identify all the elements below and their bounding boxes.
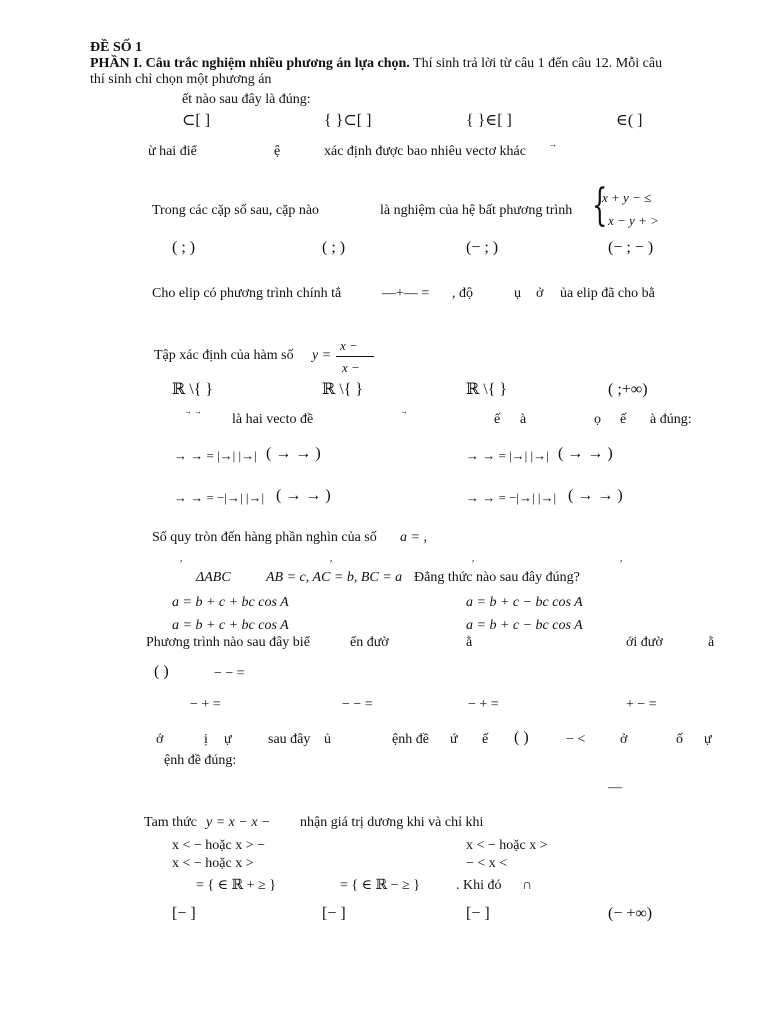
q2-fragment-2: ệ [274,144,281,159]
q9-fragment-4: ới đườ [626,635,663,650]
q4-fragment-5: ở [536,286,544,301]
q6-option-a: → → = |→| |→| [174,448,257,463]
q4-fragment-1: Cho elip có phương trình chính tắ [152,286,342,301]
q6-option-d-angle: ( → → ) [568,487,623,504]
q6-option-b: → → = |→| |→| [466,448,549,463]
q12-set-2: = { ∈ ℝ − ≥ } [340,878,420,893]
q8-option-a: a = b + c + bc cos A [172,595,289,610]
q5-stem: Tập xác định của hàm số [154,348,294,363]
q12-set-1: = { ∈ ℝ + ≥ } [196,878,276,893]
q5-option-d: ( ;+∞) [608,381,648,398]
q6-fragment-2: ế [494,412,501,427]
q10-fragment-6: ệnh đề [392,732,429,747]
q6-arrow-2: → [400,407,408,416]
exam-title: ĐỀ SỐ 1 [90,40,143,55]
q9-circle: ( ) [154,663,169,680]
q11-option-a: x < − hoặc x > − [172,838,266,853]
q1-option-d: ∈( ] [616,112,643,129]
q7-mark-1: ′ [180,558,183,570]
q6-fragment-3: à [520,412,527,427]
q5-numerator: x − [340,338,358,353]
q10-fragment-3: ự [224,732,232,747]
q10-dash: — [608,780,622,795]
part-instruction-line2: thí sinh chỉ chọn một phương án [90,72,272,87]
q11-option-d: − < x < [466,856,508,871]
q12-option-d: (− +∞) [608,905,653,922]
q8-option-d: a = b + c − bc cos A [466,618,583,633]
q12-option-a: [− ] [172,905,196,922]
q4-fragment-6: ủa elip đã cho bằ [560,286,655,301]
q5-denominator: x − [342,360,360,375]
q8-option-c: a = b + c + bc cos A [172,618,289,633]
q10-fragment-9: − < [566,732,586,747]
q10-fragment-8: ế [482,732,489,747]
q3-stem: Trong các cặp số sau, cặp nào [152,203,320,218]
q3-brace: { [592,180,608,231]
q10-fragment-11: ố [676,732,683,747]
q10-fragment-2: ị [204,732,208,747]
q7-stem: Số quy tròn đến hàng phần nghìn của số [152,530,377,545]
q11-function: y = x − x − [206,815,271,830]
q9-option-d: + − = [626,697,657,712]
q9-option-b: − − = [342,697,373,712]
q7-value: a = , [400,530,427,545]
q6-fragment-5: ế [620,412,627,427]
q1-option-c: { }∈[ ] [466,112,512,129]
q12-intersection: ∩ [522,878,533,893]
q5-function-lhs: y = [312,348,332,363]
q6-option-c-angle: ( → → ) [276,487,331,504]
q1-stem: ết nào sau đây là đúng: [182,92,311,107]
q12-option-b: [− ] [322,905,346,922]
q6-fragment-1: là hai vecto đề [232,412,314,427]
q9-equation: − − = [214,666,245,681]
q6-option-b-angle: ( → → ) [558,445,613,462]
q10-line-2: ệnh đề đúng: [164,753,237,768]
q8-option-b: a = b + c − bc cos A [466,595,583,610]
q5-option-a: ℝ \{ } [172,381,214,398]
q7-mark-2: ′ [330,558,333,570]
q10-paren: ( ) [514,729,529,746]
q11-option-c: x < − hoặc x > [172,856,254,871]
q11-stem: Tam thức [144,815,197,830]
q3-inequality-2: x − y + > [608,213,659,228]
q9-fragment-2: ển đườ [350,635,389,650]
q7-mark-3: ′ [472,558,475,570]
q6-vector-arrows: → → [184,407,202,416]
q2-fragment-1: ừ hai điể [148,144,197,159]
q3-stem-2: là nghiệm của hệ bất phương trình [380,203,573,218]
q3-option-d: (− ; − ) [608,239,654,256]
q8-sides: AB = c, AC = b, BC = a [266,570,403,585]
q10-fragment-7: ứ [450,732,458,747]
part-heading [90,56,662,72]
q3-inequality-system [592,180,682,232]
q2-fragment-3: xác định được bao nhiêu vectơ khác [324,144,526,159]
q5-option-c: ℝ \{ } [466,381,508,398]
q6-option-d: → → = −|→| |→| [466,490,557,505]
part-title: PHẦN I. Câu trắc nghiệm nhiều phương án lựa chọn. [90,56,410,71]
q11-stem-2: nhận giá trị dương khi và chỉ khi [300,815,484,830]
q12-option-c: [− ] [466,905,490,922]
q6-option-c: → → = −|→| |→| [174,490,265,505]
q6-fragment-4: ọ [594,412,601,427]
q9-option-c: − + = [468,697,499,712]
q5-fraction-bar [336,356,374,357]
q9-option-a: − + = [190,697,221,712]
q10-fragment-5: ủ [324,732,331,747]
q4-fragment-4: ụ [514,286,521,301]
q10-fragment-12: ự [704,732,712,747]
q3-option-b: ( ; ) [322,239,346,256]
q1-option-b: { }⊂[ ] [324,112,372,129]
q8-stem: Đẳng thức nào sau đây đúng? [414,570,580,585]
q4-fragment-3: , độ [452,286,473,301]
q9-fragment-5: ằ [708,635,715,650]
q10-fragment-10: ở [620,732,628,747]
q5-option-b: ℝ \{ } [322,381,364,398]
q11-option-b: x < − hoặc x > [466,838,548,853]
q2-arrow: → [548,139,557,149]
q8-triangle: ΔABC [196,570,231,585]
q1-option-a: ⊂[ ] [182,112,211,129]
q6-option-a-angle: ( → → ) [266,445,321,462]
part-instruction: Thí sinh trả lời từ câu 1 đến câu 12. Mỗi câu [413,56,663,71]
q10-fragment-4: sau đây [268,732,311,747]
q7-mark-4: ′ [620,558,623,570]
q4-equation: —+— = [382,286,430,301]
q3-option-c: (− ; ) [466,239,499,256]
q12-tail: . Khi đó [456,878,502,893]
q9-fragment-1: Phương trình nào sau đây biể [146,635,310,650]
q3-inequality-1: x + y − ≤ [602,190,652,205]
q9-fragment-3: ằ [466,635,473,650]
q10-fragment-1: ớ [156,732,164,747]
q6-fragment-6: à đúng: [650,412,692,427]
q3-option-a: ( ; ) [172,239,196,256]
